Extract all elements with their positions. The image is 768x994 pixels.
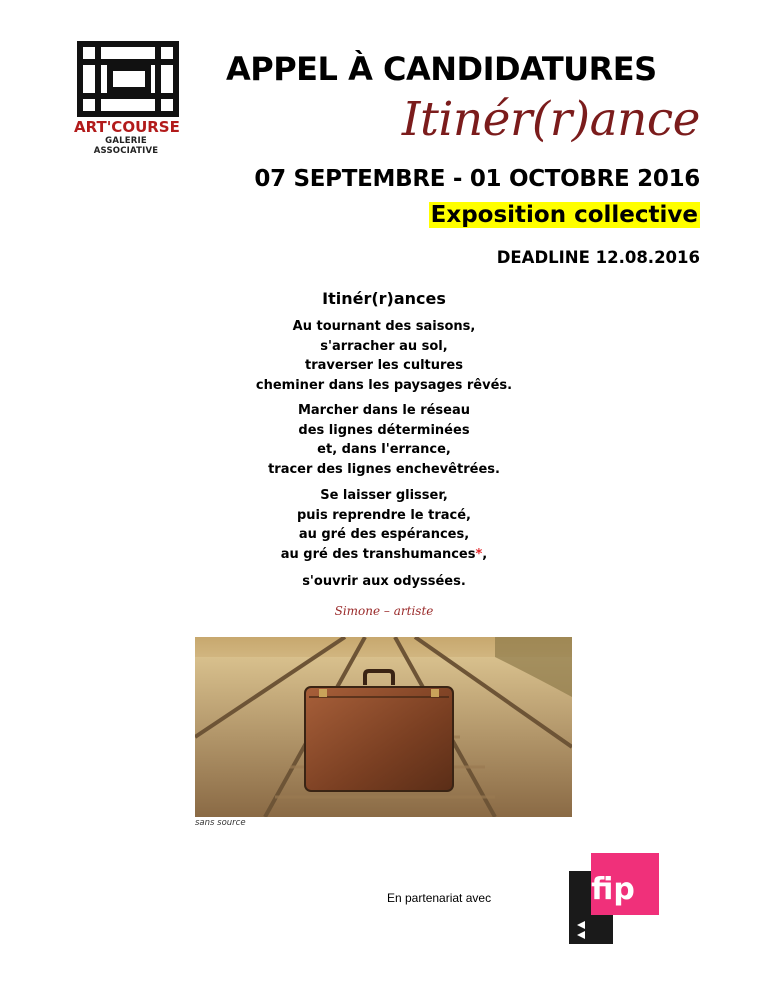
exhibition-type <box>429 202 700 228</box>
exhibition-dates: 07 SEPTEMBRE - 01 OCTOBRE 2016 <box>254 166 700 192</box>
poem-line-comma: , <box>482 546 488 562</box>
photo-credit: sans source <box>195 818 246 828</box>
exhibition-type-label: Exposition collective <box>430 202 698 228</box>
poem-line: Marcher dans le réseau <box>297 403 471 418</box>
poem-line: s'ouvrir aux odyssées. <box>302 574 466 589</box>
partner-text: En partenariat avec <box>387 891 492 905</box>
deadline: DEADLINE 12.08.2016 <box>496 248 700 267</box>
poem-line: traverser les cultures <box>305 358 463 373</box>
poem-line: tracer des lignes enchevêtrées. <box>268 461 500 477</box>
poem-stanza-3 <box>0 486 768 564</box>
poem-stanza-1 <box>0 317 768 395</box>
suitcase-railway-photo <box>195 637 572 817</box>
poem-line: des lignes déterminées <box>298 422 470 438</box>
fip-logo-graphic <box>569 849 661 944</box>
footnote-asterisk: * <box>475 546 483 562</box>
poem-line: Se laisser glisser, <box>320 488 448 503</box>
poem-line: au gré des espérances, <box>298 527 470 542</box>
logo-tagline: GALERIE ASSOCIATIVE <box>93 136 159 156</box>
exhibition-name: Itinér(r)ance <box>401 92 700 147</box>
poem-title: Itinér(r)ances <box>322 289 446 308</box>
fip-logo <box>569 849 661 944</box>
poem-line: Au tournant des saisons, <box>292 319 476 334</box>
poem-stanza-4 <box>0 572 768 592</box>
poem-line: puis reprendre le tracé, <box>296 507 471 523</box>
poem-line: s'arracher au sol, <box>320 338 448 354</box>
logo-wordmark: ART'COURSE <box>74 118 180 136</box>
poem-author: Simone – artiste <box>334 604 434 618</box>
poem-line-text: au gré des transhumances <box>280 546 476 562</box>
poem-line: cheminer dans les paysages rêvés. <box>255 377 513 393</box>
poem-line-transhumances <box>0 545 768 565</box>
page-title: APPEL À CANDIDATURES <box>226 50 657 88</box>
fip-logo-text: fip <box>591 872 635 907</box>
poem-stanza-2 <box>0 401 768 479</box>
poem-line: et, dans l'errance, <box>317 442 451 457</box>
